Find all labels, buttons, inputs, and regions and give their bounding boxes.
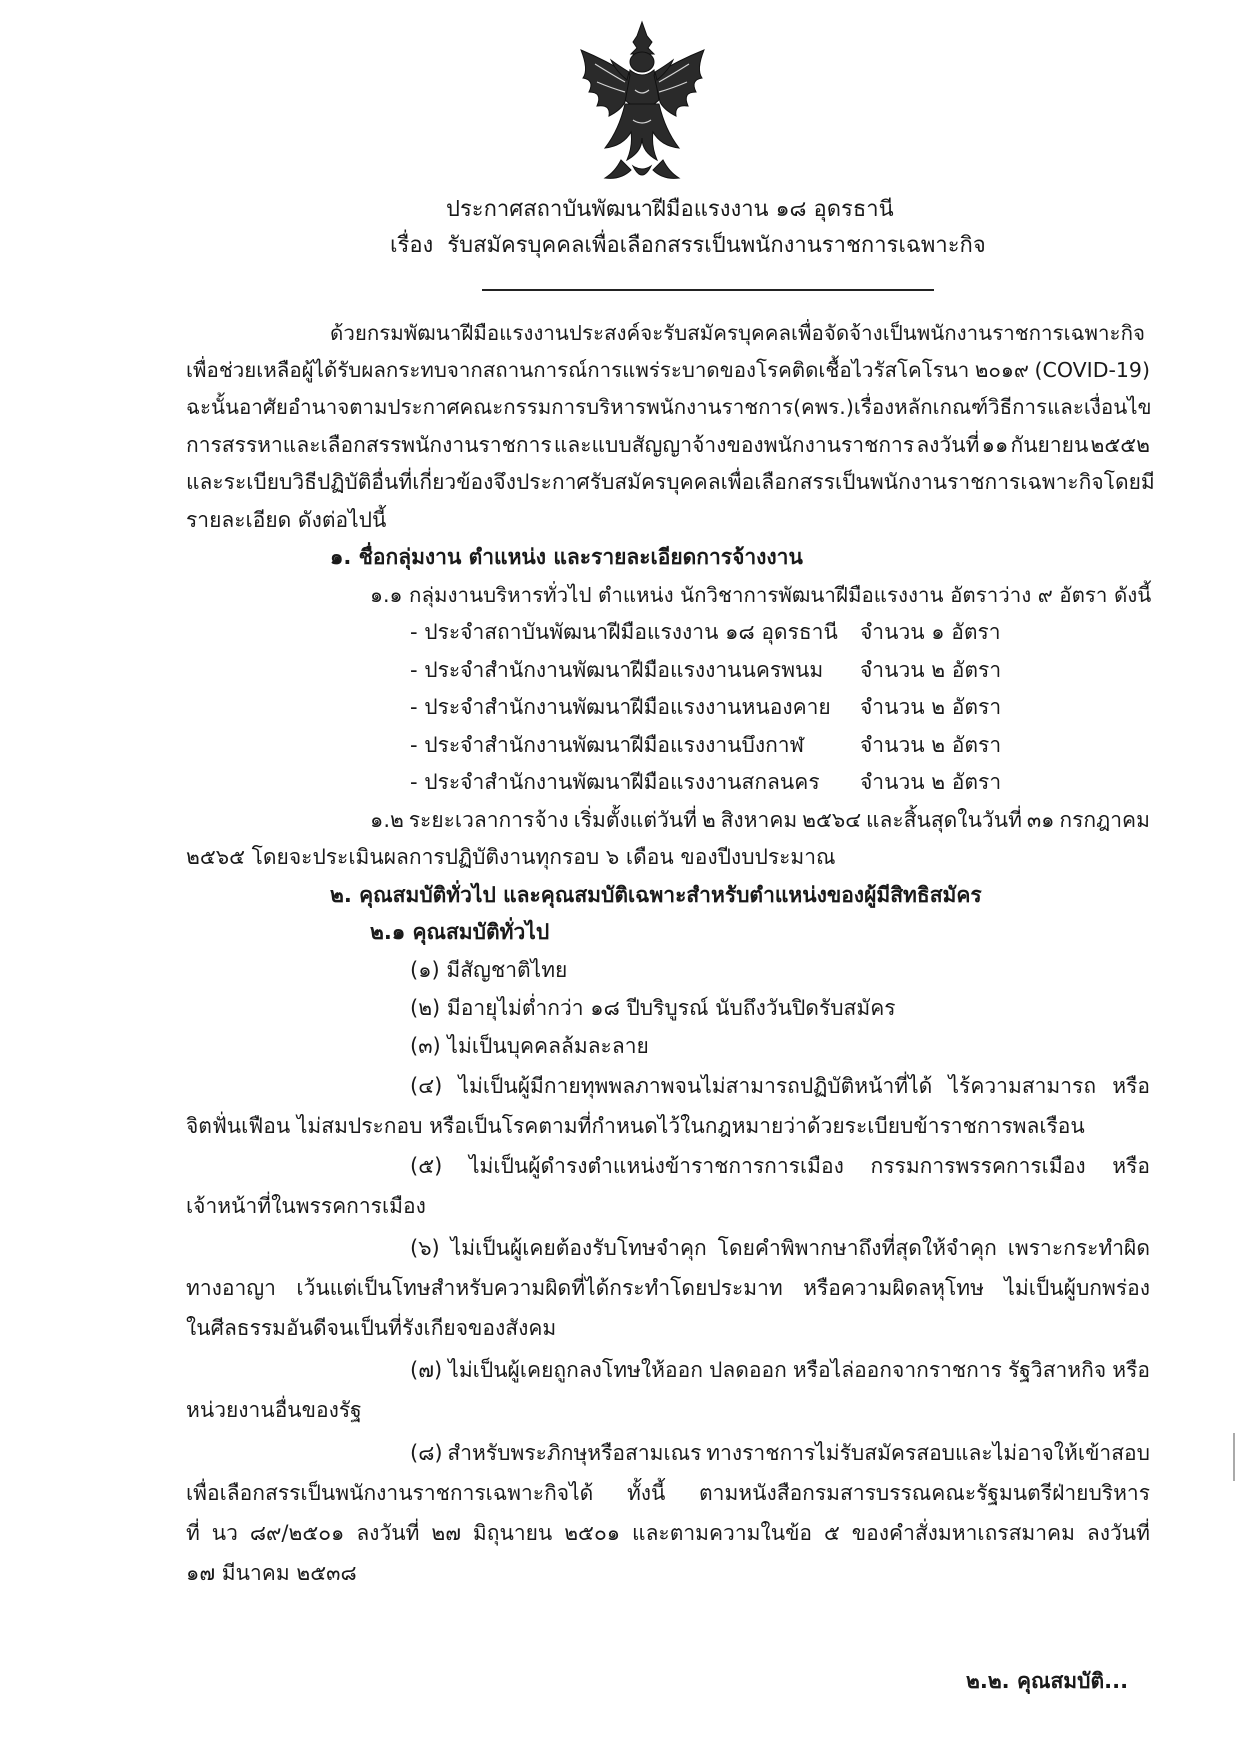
- garuda-emblem-icon: [575, 20, 710, 185]
- qualification-5-line-2: เจ้าหน้าที่ในพรรคการเมือง: [186, 1194, 426, 1218]
- intro-line-3: ฉะนั้น อาศัยอำนาจตามประกาศคณะกรรมการบริหารพนักงานราชการ (คพร.) เรื่อง หลักเกณฑ์ วิธีการ และเงื่อนไข: [186, 395, 1152, 419]
- position-count: จำนวน ๑ อัตรา: [860, 620, 1001, 644]
- subject-text: รับสมัครบุคคลเพื่อเลือกสรรเป็นพนักงานราชการเฉพาะกิจ: [447, 233, 986, 258]
- section-1-item-2-line-1: ๑.๒ ระยะเวลาการจ้าง เริ่มตั้งแต่วันที่ ๒ สิงหาคม ๒๕๖๔ และสิ้นสุดในวันที่ ๓๑ กรกฎาคม: [370, 808, 1150, 832]
- qualification-3: (๓) ไม่เป็นบุคคลล้มละลาย: [410, 1034, 649, 1058]
- qualification-4-line-1: (๔) ไม่เป็นผู้มีกายทุพพลภาพจนไม่สามารถปฏิบัติหน้าที่ได้ ไร้ความสามารถ หรือ: [410, 1074, 1150, 1098]
- position-place: - ประจำสถาบันพัฒนาฝีมือแรงงาน ๑๘ อุดรธานี: [410, 620, 838, 644]
- section-1-heading: ๑. ชื่อกลุ่มงาน ตำแหน่ง และรายละเอียดการจ้างงาน: [330, 545, 803, 569]
- position-place: - ประจำสำนักงานพัฒนาฝีมือแรงงานสกลนคร: [410, 770, 820, 794]
- qualification-8-line-3: ที่ นว ๘๙/๒๕๐๑ ลงวันที่ ๒๗ มิถุนายน ๒๕๐๑ และตามความในข้อ ๕ ของคำสั่งมหาเถรสมาคม ลงวันที่: [186, 1521, 1150, 1545]
- qualification-7-line-1: (๗) ไม่เป็นผู้เคยถูกลงโทษให้ออก ปลดออก หรือไล่ออกจากราชการ รัฐวิสาหกิจ หรือ: [410, 1358, 1150, 1382]
- intro-line-6: รายละเอียด ดังต่อไปนี้: [186, 508, 387, 532]
- position-count: จำนวน ๒ อัตรา: [860, 770, 1002, 794]
- position-count: จำนวน ๒ อัตรา: [860, 658, 1002, 682]
- qualification-8-line-1: (๘) สำหรับพระภิกษุหรือสามเณร ทางราชการไม่รับสมัครสอบและไม่อาจให้เข้าสอบ: [410, 1441, 1150, 1465]
- qualification-2: (๒) มีอายุไม่ต่ำกว่า ๑๘ ปีบริบูรณ์ นับถึงวันปิดรับสมัคร: [410, 996, 896, 1020]
- section-1-item-2-line-2: ๒๕๖๕ โดยจะประเมินผลการปฏิบัติงานทุกรอบ ๖ เดือน ของปีงบประมาณ: [186, 845, 836, 869]
- position-count: จำนวน ๒ อัตรา: [860, 695, 1002, 719]
- qualification-7-line-2: หน่วยงานอื่นของรัฐ: [186, 1398, 362, 1422]
- announcement-title: ประกาศสถาบันพัฒนาฝีมือแรงงาน ๑๘ อุดรธานี: [446, 197, 894, 222]
- scan-edge-mark: [1233, 1433, 1235, 1481]
- subject-label: เรื่อง: [390, 233, 434, 258]
- intro-line-1: ด้วยกรมพัฒนาฝีมือแรงงานประสงค์จะรับสมัครบุคคลเพื่อจัดจ้างเป็นพนักงานราชการเฉพาะกิจ: [330, 321, 1145, 345]
- qualification-8-line-4: ๑๗ มีนาคม ๒๕๓๘: [186, 1561, 357, 1585]
- position-place: - ประจำสำนักงานพัฒนาฝีมือแรงงานนครพนม: [410, 658, 824, 682]
- intro-line-4: การสรรหาและเลือกสรรพนักงานราชการ และแบบสัญญาจ้างของพนักงานราชการ ลงวันที่ ๑๑ กันยายน ๒๕๕๒: [186, 433, 1150, 457]
- qualification-5-line-1: (๕) ไม่เป็นผู้ดำรงตำแหน่งข้าราชการการเมือง กรรมการพรรคการเมือง หรือ: [410, 1154, 1150, 1178]
- qualification-8-line-2: เพื่อเลือกสรรเป็นพนักงานราชการเฉพาะกิจได้ ทั้งนี้ ตามหนังสือกรมสารบรรณคณะรัฐมนตรีฝ่ายบริหาร: [186, 1481, 1150, 1505]
- position-place: - ประจำสำนักงานพัฒนาฝีมือแรงงานหนองคาย: [410, 695, 831, 719]
- qualification-6-line-1: (๖) ไม่เป็นผู้เคยต้องรับโทษจำคุก โดยคำพิพากษาถึงที่สุดให้จำคุก เพราะกระทำผิด: [410, 1236, 1150, 1260]
- section-2-heading: ๒. คุณสมบัติทั่วไป และคุณสมบัติเฉพาะสำหรับตำแหน่งของผู้มีสิทธิสมัคร: [330, 883, 982, 907]
- position-place: - ประจำสำนักงานพัฒนาฝีมือแรงงานบึงกาฬ: [410, 733, 804, 757]
- qualification-6-line-3: ในศีลธรรมอันดีจนเป็นที่รังเกียจของสังคม: [186, 1316, 557, 1340]
- page-continuation: ๒.๒. คุณสมบัติ...: [966, 1669, 1129, 1693]
- position-count: จำนวน ๒ อัตรา: [860, 733, 1002, 757]
- title-divider: [482, 289, 934, 291]
- section-1-item-1: ๑.๑ กลุ่มงานบริหารทั่วไป ตำแหน่ง นักวิชาการพัฒนาฝีมือแรงงาน อัตราว่าง ๙ อัตรา ดังนี้: [370, 583, 1152, 607]
- qualification-4-line-2: จิตฟั่นเฟือน ไม่สมประกอบ หรือเป็นโรคตามที่กำหนดไว้ในกฎหมายว่าด้วยระเบียบข้าราชการพลเรือน: [186, 1114, 1085, 1138]
- qualification-1: (๑) มีสัญชาติไทย: [410, 958, 568, 982]
- section-2-1-heading: ๒.๑ คุณสมบัติทั่วไป: [370, 920, 550, 944]
- announcement-subject: [390, 231, 986, 261]
- intro-line-2: เพื่อช่วยเหลือผู้ได้รับผลกระทบจากสถานการณ์การแพร่ระบาดของโรคติดเชื้อไวรัสโคโรนา ๒๐๑๙ (COVID-19): [186, 358, 1150, 382]
- qualification-6-line-2: ทางอาญา เว้นแต่เป็นโทษสำหรับความผิดที่ได้กระทำโดยประมาท หรือความผิดลหุโทษ ไม่เป็นผู้บกพร่อง: [186, 1276, 1150, 1300]
- intro-line-5: และระเบียบวิธีปฏิบัติอื่นที่เกี่ยวข้อง จึงประกาศรับสมัครบุคคลเพื่อเลือกสรรเป็นพนักงานราชการเฉพาะกิจ โดยมี: [186, 470, 1155, 494]
